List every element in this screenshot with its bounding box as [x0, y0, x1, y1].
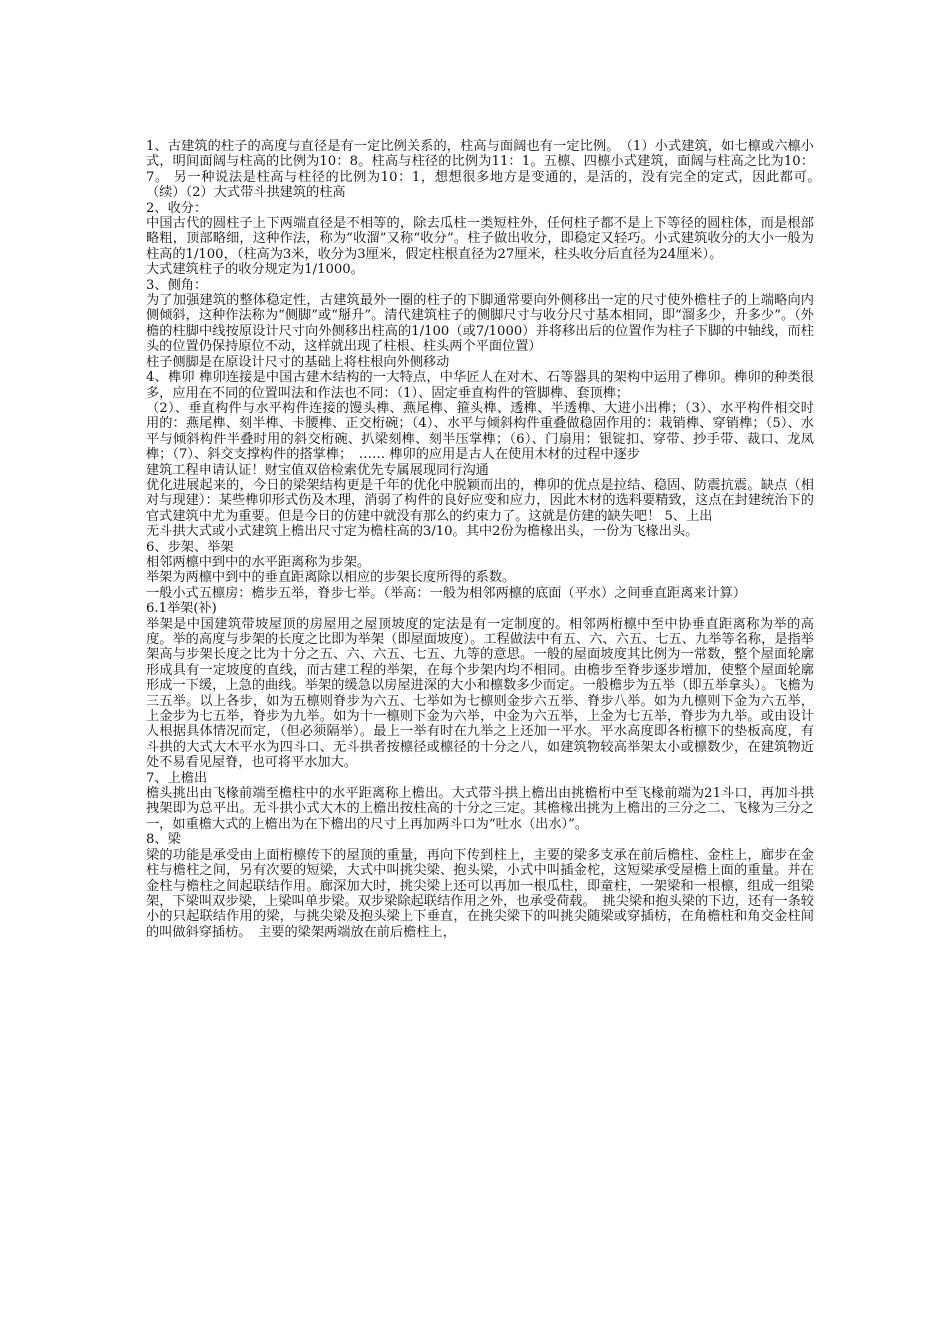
heading-beam: 8、梁	[146, 832, 181, 848]
paragraph-step-frame-def: 相邻两檩中到中的水平距离称为步架。	[146, 554, 371, 570]
paragraph-raise-frame-detail: 举架是中国建筑带坡屋顶的房屋用之屋顶坡度的定法是有一定制度的。相邻两桁檩中至中协垂直距离称为举的高度。举的高度与步架的长度之比即为举架（即屋面坡度）。工程做法中有五、六、六五、七五、九举等名称，是指举架高与步架长度之比为十分之五、六、六五、七五、九等的意思。一般的屋面坡度其比例为一常数，整个屋面轮廓形成具有一定坡度的直线，而古建工程的举架，在每个步架内均不相同。由檐步至脊步逐步增加，使整个屋面轮廓形成一下缓，上急的曲线。举架的缓急以房屋进深的大小和檩数多少而定。一般檐步为五举（即五举拿头）。飞檐为三五举。以上各步，如为五檩则脊步为六五、七举如为七檩则金步六五举、脊步八举。如为九檩则下金为六五举，上金步为七五举，脊步为九举。如为十一檩则下金为六举，中金为六五举，上金为七五举，脊步为九举。或由设计人根据具体情况而定，（但必须隔举）。最上一举有时在九举之上还加一平水。平水高度即各桁檩下的垫板高度，有斗拱的大式大木平水为四斗口、无斗拱者按檩径或檩径的十分之八，如建筑物较高举架太小或檩数少，在建筑物近处不易看见屋脊，也可将平水加大。	[146, 616, 814, 771]
paragraph-side-angle: 为了加强建筑的整体稳定性，古建筑最外一圈的柱子的下脚通常要向外侧移出一定的尺寸使外檐柱子的上端略向内侧倾斜，这种作法称为“侧脚”或“掰升”。清代建筑柱子的侧脚尺寸与收分尺寸基本相同，即“溜多少，升多少”。（外檐的柱脚中线按原设计尺寸向外侧移出柱高的1/100（或7/1000）并将移出后的位置作为柱子下脚的中轴线，而柱头的位置仍保持原位不动，这样就出现了柱根、柱头两个平面位置）	[146, 293, 814, 355]
paragraph-raise-frame-def: 举架为两檩中到中的垂直距离除以相应的步架长度所得的系数。	[146, 570, 516, 586]
heading-taper: 2、收分：	[146, 200, 208, 216]
paragraph-upper-eave-ratio: 无斗拱大式或小式建筑上檐出尺寸定为檐柱高的3/10。其中2份为檐椽出头，一份为飞椽出头。	[146, 524, 699, 540]
paragraph-mortise-tenon: 4、榫卯 榫卯连接是中国古建木结构的一大特点，中华匠人在对木、石等器具的架构中运用了榫卯。榫卯的种类很多，应用在不同的位置叫法和作法也不同：（1）、固定垂直构件的管脚榫、套顶榫；	[146, 370, 814, 401]
heading-upper-eave: 7、上檐出	[146, 770, 208, 786]
paragraph-taper-large: 大式建筑柱子的收分规定为1/1000。	[146, 262, 364, 278]
paragraph-promo-line: 建筑工程申请认证！财宝值双倍检索优先专属展现同行沟通	[146, 462, 489, 478]
paragraph-small-house-raise: 一般小式五檩房：檐步五举，脊步七举。（举高：一般为相邻两檩的底面（平水）之间垂直距离来计算）	[146, 585, 747, 601]
paragraph-mortise-types: （2）、垂直构件与水平构件连接的馒头榫、燕尾榫、箍头榫、透榫、半透榫、大进小出榫；（3）、水平构件相交时用的：燕尾榫、刻半榫、卡腰榫、正交桁碗；（4）、水平与倾斜构件重叠做稳固作用的：栽销榫、穿销榫；（5）、水平与倾斜构件半叠时用的斜交桁碗、扒梁刻榫、刻半压掌榫；（6）、门扇用：银锭扣、穿带、抄手带、裁口、龙凤榫；（7）、斜交支撑构件的搭掌榫； …… 榫卯的应用是古人在使用木材的过程中逐步	[146, 400, 814, 463]
paragraph-beam: 梁的功能是承受由上面桁檩传下的屋顶的重量，再向下传到柱上，主要的梁多支承在前后檐柱、金柱上，廊步在金柱与檐柱之间，另有次要的短梁，大式中叫挑尖梁、抱头梁，小式中叫插金柁，这短梁承受屋檐上面的重量。并在金柱与檐柱之间起联结作用。廊深加大时，挑尖梁上还可以再加一根瓜柱，即童柱，一架梁和一根檩，组成一组梁架，下梁叫双步梁，上梁叫单步梁。双步梁除起联结作用之外，也承受荷载。 挑尖梁和抱头梁的下边，还有一条较小的只起联结作用的梁，与挑尖梁及抱头梁上下垂直，在挑尖梁下的叫挑尖随梁或穿插枋，在角檐柱和角交金柱间的叫做斜穿插枋。 主要的梁架两端放在前后檐柱上，	[146, 847, 814, 940]
heading-step-frame: 6、步架、举架	[146, 539, 234, 555]
paragraph-taper: 中国古代的圆柱子上下两端直径是不相等的，除去瓜柱一类短柱外，任何柱子都不是上下等径的圆柱体，而是根部略粗，顶部略细，这种作法，称为“收溜”又称“收分”。柱子做出收分，即稳定又轻巧。小式建筑收分的大小一般为柱高的1/100，（柱高为3米，收分为3厘米，假定柱根直径为27厘米，柱头收分后直径为24厘米）。	[146, 216, 814, 262]
paragraph-side-angle-note: 柱子侧脚是在原设计尺寸的基础上将柱根向外侧移动	[146, 354, 450, 370]
paragraph-upper-eave: 檐头挑出由飞椽前端至檐柱中的水平距离称上檐出。大式带斗拱上檐出由挑檐桁中至飞椽前端为21斗口，再加斗拱拽架即为总平出。无斗拱小式大木的上檐出按柱高的十分之三定。其檐椽出挑为上檐出的三分之二、飞椽为三分之一，如重檐大式的上檐出为在下檐出的尺寸上再加两斗口为“吐水（出水）”。	[146, 786, 814, 832]
heading-raise-frame-supplement: 6.1举架(补)	[146, 601, 217, 617]
heading-side-angle: 3、侧角：	[146, 277, 208, 293]
paragraph-column-proportion: 1、古建筑的柱子的高度与直径是有一定比例关系的，柱高与面阔也有一定比例。 （1）小式建筑，如七檩或六檩小式，明间面阔与柱高的比例为10：8。柱高与柱径的比例为11：1。五檩、四檩小式建筑，面阔与柱高之比为10：7。 另一种说法是柱高与柱径的比例为10：1，想想很多地方是变通的，是活的，没有完全的定式，因此都可。 （续）（2）大式带斗拱建筑的柱高	[146, 139, 828, 201]
paragraph-mortise-evaluation: 优化进展起来的，今日的梁架结构更是千年的优化中脱颖而出的，榫卯的优点是拉结、稳固、防震抗震。缺点（相对与现建）：某些榫卯形式伤及木理，消弱了构件的良好应变和应力，因此木材的选料要精致，这点在封建统治下的官式建筑中尤为重要。但是今日的仿建中就没有那么的约束力了。这就是仿建的缺失吧！ 5、上出	[146, 477, 814, 524]
document-body	[146, 139, 828, 940]
